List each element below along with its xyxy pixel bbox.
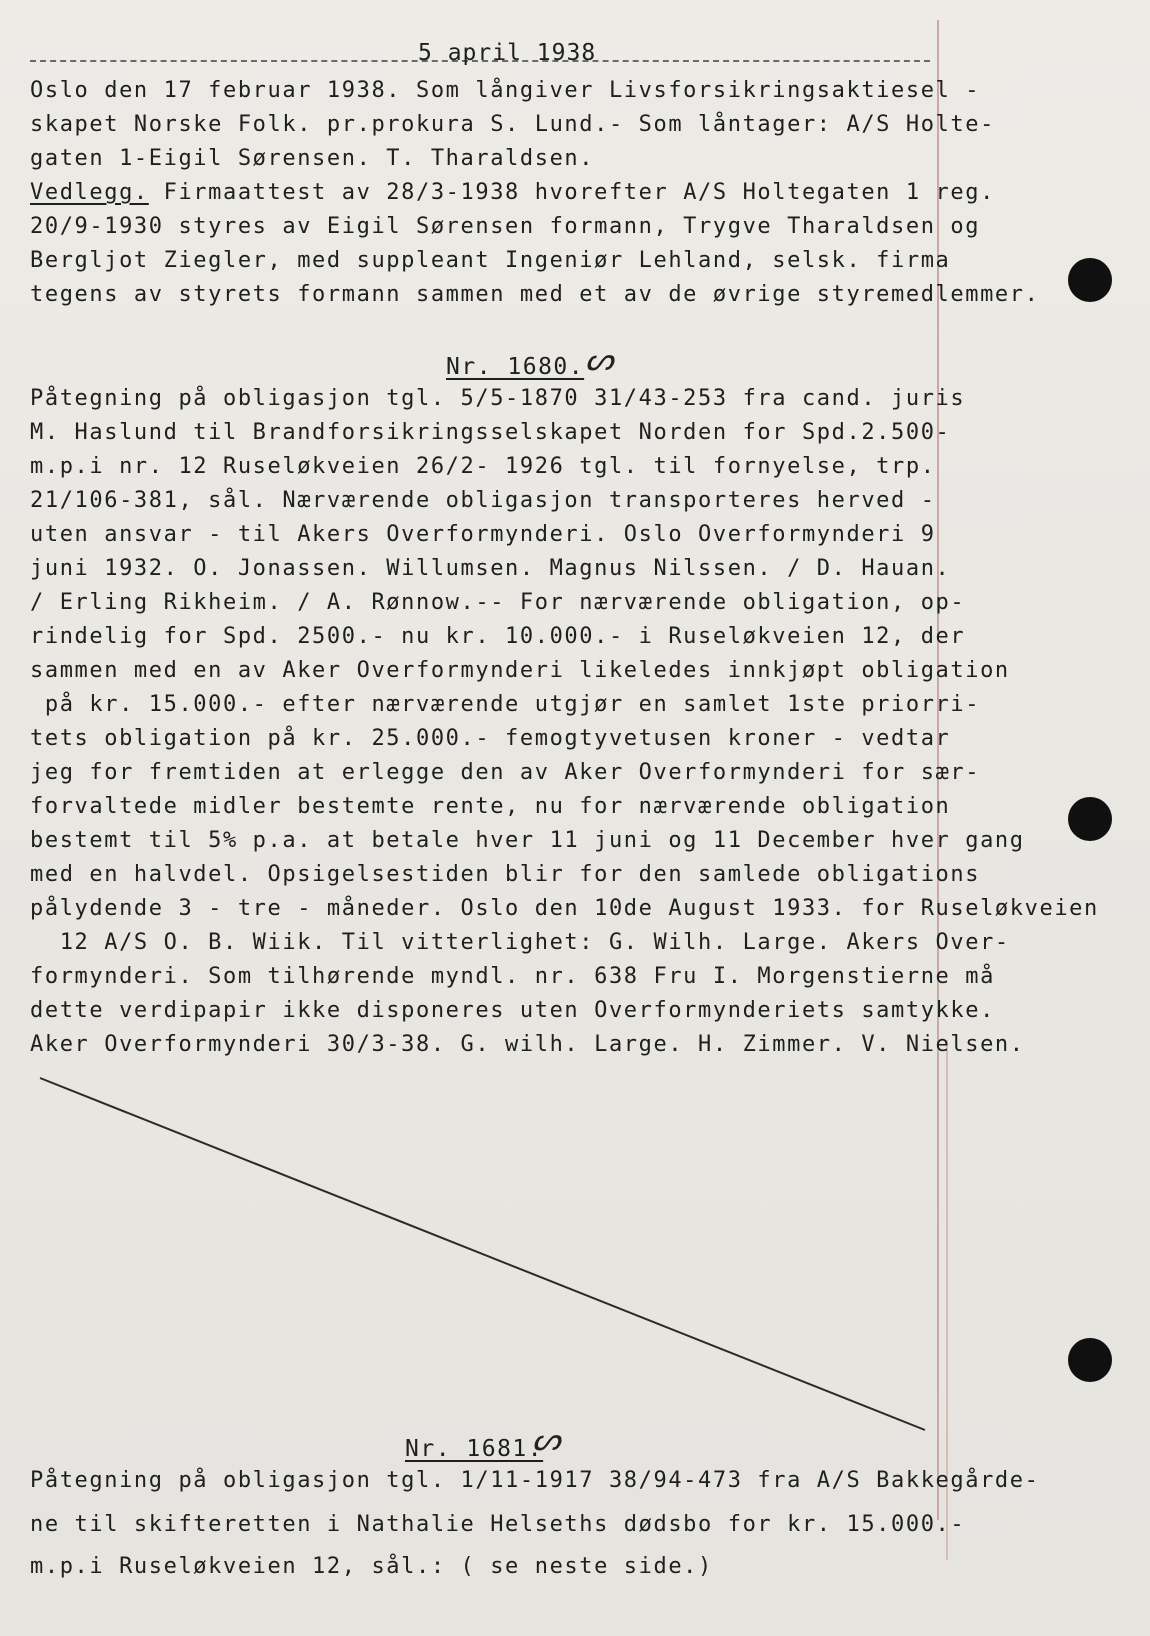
text-line: rindelig for Spd. 2500.- nu kr. 10.000.- i Ruseløkveien 12, der bbox=[30, 624, 966, 649]
text-line: pålydende 3 - tre - måneder. Oslo den 10de August 1933. for Ruseløkveien bbox=[30, 896, 1099, 921]
text-line: Oslo den 17 februar 1938. Som långiver Livsforsikringsaktiesel - bbox=[30, 78, 981, 103]
text-line: Bergljot Ziegler, med suppleant Ingeniør Lehland, selsk. firma bbox=[30, 248, 951, 273]
text-line: m.p.i Ruseløkveien 12, sål.: ( se neste side.) bbox=[30, 1554, 713, 1579]
text-line: ne til skifteretten i Nathalie Helseths dødsbo for kr. 15.000.- bbox=[30, 1512, 966, 1537]
text-line: tets obligation på kr. 25.000.- femogtyvetusen kroner - vedtar bbox=[30, 726, 951, 751]
handwritten-initials: ᔕ bbox=[532, 1420, 561, 1458]
text-line: uten ansvar - til Akers Overformynderi. Oslo Overformynderi 9 bbox=[30, 522, 936, 547]
vedlegg-text: Firmaattest av 28/3-1938 hvorefter A/S Holtegaten 1 reg. bbox=[148, 180, 995, 205]
text-line: formynderi. Som tilhørende myndl. nr. 638 Fru I. Morgenstierne må bbox=[30, 964, 995, 989]
text-line: med en halvdel. Opsigelsestiden blir for den samlede obligations bbox=[30, 862, 981, 887]
text-line: skapet Norske Folk. pr.prokura S. Lund.- Som låntager: A/S Holte- bbox=[30, 112, 995, 137]
text-line: på kr. 15.000.- efter nærværende utgjør en samlet 1ste priorri- bbox=[30, 692, 981, 717]
text-line: gaten 1-Eigil Sørensen. T. Tharaldsen. bbox=[30, 146, 595, 171]
text-line: Påtegning på obligasjon tgl. 5/5-1870 31/43-253 fra cand. juris bbox=[30, 386, 966, 411]
text-line: sammen med en av Aker Overformynderi likeledes innkjøpt obligation bbox=[30, 658, 1010, 683]
entry-number-1681: Nr. 1681. bbox=[405, 1436, 544, 1462]
text-line: Påtegning på obligasjon tgl. 1/11-1917 38/94-473 fra A/S Bakkegårde- bbox=[30, 1468, 1040, 1493]
text-line: bestemt til 5% p.a. at betale hver 11 juni og 11 December hver gang bbox=[30, 828, 1025, 853]
text-line: / Erling Rikheim. / A. Rønnow.-- For nærværende obligation, op- bbox=[30, 590, 966, 615]
handwritten-initials: ᔕ bbox=[585, 340, 614, 378]
text-line: tegens av styrets formann sammen med et av de øvrige styremedlemmer. bbox=[30, 282, 1040, 307]
text-line: m.p.i nr. 12 Ruseløkveien 26/2- 1926 tgl. til fornyelse, trp. bbox=[30, 454, 936, 479]
vedlegg-label: Vedlegg. bbox=[30, 180, 149, 205]
text-line: 21/106-381, sål. Nærværende obligasjon transporteres herved - bbox=[30, 488, 936, 513]
text-line: forvaltede midler bestemte rente, nu for nærværende obligation bbox=[30, 794, 951, 819]
text-line: jeg for fremtiden at erlegge den av Aker Overformynderi for sær- bbox=[30, 760, 981, 785]
text-line: juni 1932. O. Jonassen. Willumsen. Magnus Nilssen. / D. Hauan. bbox=[30, 556, 951, 581]
text-line: 12 A/S O. B. Wiik. Til vitterlighet: G. Wilh. Large. Akers Over- bbox=[30, 930, 1010, 955]
text-line: 20/9-1930 styres av Eigil Sørensen formann, Trygve Tharaldsen og bbox=[30, 214, 981, 239]
page-date: 5 april 1938 bbox=[418, 40, 597, 66]
text-line: Aker Overformynderi 30/3-38. G. wilh. Large. H. Zimmer. V. Nielsen. bbox=[30, 1032, 1025, 1057]
entry-number-1680: Nr. 1680. bbox=[446, 354, 585, 380]
text-line: M. Haslund til Brandforsikringsselskapet Norden for Spd.2.500- bbox=[30, 420, 951, 445]
text-line: dette verdipapir ikke disponeres uten Overformynderiets samtykke. bbox=[30, 998, 995, 1023]
